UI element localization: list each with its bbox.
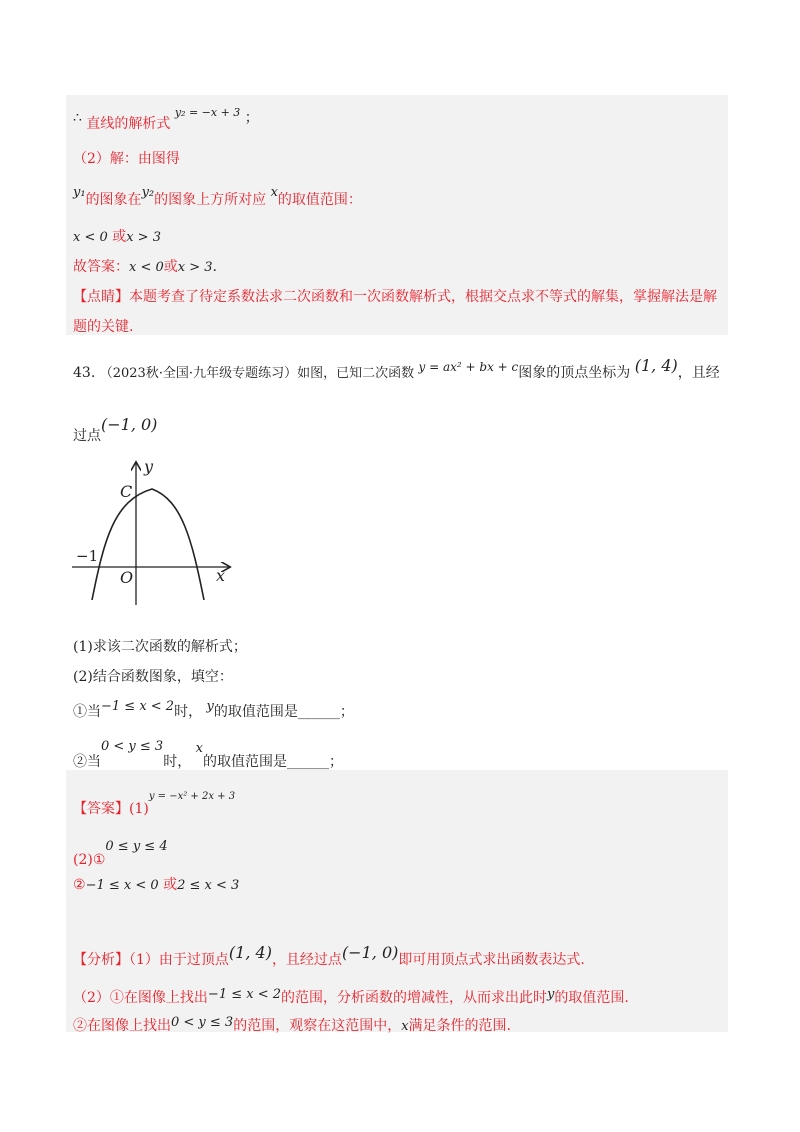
point-coordinates: (−1, 0) [101,415,158,434]
subquestion-1: (1)求该二次函数的解析式； [73,639,247,655]
text-segment: 的范围，观察在这范围中， [233,1018,402,1034]
line-equation-math: y₂ = −x + 3 [174,106,241,119]
text-segment: 时， [163,754,192,770]
origin-label: O [120,568,134,587]
answer-x-range-a: −1 ≤ x < 0 [85,878,159,893]
y2-variable: y₂ [141,185,155,200]
key-point-line1: 【点睛】本题考查了待定系数法求二次函数和一次函数解析式，根据交点求不等式的解集，掌握解法是解 [73,289,717,305]
x-range-result [73,228,161,247]
vertex-coordinates: (1, 4) [634,356,678,375]
analysis-label: 【分析】 [73,952,129,968]
text-segment: 的取值范围是______； [213,704,354,720]
question-text: 图象的顶点坐标为 [518,365,631,381]
question-text: 过点 [73,428,101,444]
y-interval: 0 < y ≤ 3 [171,1015,234,1030]
question-43-stem [73,357,720,383]
text-segment: ，且经过点 [271,952,342,968]
answer-part2b [73,876,239,895]
y-interval: 0 < y ≤ 3 [101,739,164,754]
x-range-a: x < 0 [73,230,108,245]
y-variable: y [547,987,555,1002]
question-text: ，且经 [677,365,720,381]
y-axis-label: y [144,457,154,476]
x-interval: −1 ≤ x < 2 [101,699,175,714]
final-answer-line [73,258,217,277]
answer-part2a [73,838,168,869]
text-segment: 满足条件的范围. [408,1018,511,1034]
point-coordinates: (−1, 0) [341,943,399,962]
question-43-stem-line2 [73,416,157,445]
answer-label: (2)① [73,852,106,868]
line-equation-label: 直线的解析式 [86,116,171,132]
answer-label: 【答案】(1) [73,801,149,817]
text-segment: 即可用顶点式求出函数表达式. [398,952,585,968]
answer-x-range-b: 2 ≤ x < 3 [177,878,240,893]
analysis-part2 [73,986,629,1007]
x-variable: x [195,741,203,756]
period: . [212,259,217,275]
final-answer-label: 故答案： [73,259,129,275]
text-segment: 的取值范围： [277,192,362,208]
or-word: 或 [163,259,178,275]
parabola-curve [92,489,204,600]
neg-one-label: −1 [76,547,99,565]
answer-y-range: 0 ≤ y ≤ 4 [105,839,168,854]
c-point-label: C [120,482,133,501]
x-variable: x [401,1019,409,1034]
part2-solution-heading: （2）解：由图得 [73,151,180,167]
subquestion-2b [73,738,343,771]
text-segment: 的图象上方所对应 [154,192,267,208]
text-segment: （2）①在图像上找出 [73,990,208,1006]
text-segment: ②当 [73,754,101,770]
y1-variable: y₁ [73,185,86,200]
or-word: 或 [112,229,127,245]
subquestion-2a [73,698,354,721]
parabola-graph [64,455,244,615]
x-interval: −1 ≤ x < 2 [207,987,282,1002]
analysis-part3 [73,1014,511,1036]
final-answer-b: x > 3 [177,260,213,275]
text-segment: 的范围，分析函数的增减性，从而求出此时 [281,990,548,1006]
x-axis-label: x [216,566,226,585]
text-segment: 的取值范围. [554,990,629,1006]
quadratic-function: y = ax² + bx + c [418,360,519,374]
or-word: 或 [163,877,178,893]
therefore-symbol: ∴ [73,110,82,126]
x-range-b: x > 3 [126,230,161,245]
subquestion-2: (2)结合函数图象，填空： [73,669,233,685]
text-segment: 时， [174,704,203,720]
semicolon: ； [244,110,259,126]
question-number: 43. [73,365,96,381]
graph-comparison-text [73,184,362,209]
answer-part1 [73,788,235,818]
text-segment: 的取值范围是______； [203,754,343,770]
text-segment: ②在图像上找出 [73,1018,171,1034]
analysis-part1 [73,944,585,969]
text-segment: （1）由于过顶点 [129,952,229,968]
answer-function: y = −x² + 2x + 3 [148,791,236,802]
key-point-line2: 题的关键. [73,319,134,335]
text-segment: ①当 [73,704,101,720]
text-segment: 的图象在 [85,192,142,208]
final-answer-a: x < 0 [129,260,164,275]
line-line-equation [73,104,259,133]
y-variable: y [206,699,214,714]
answer-label: ② [73,877,86,893]
question-source: （2023秋·全国·九年级专题练习）如图，已知二次函数 [99,366,415,381]
x-variable: x [270,185,278,200]
vertex-coordinates: (1, 4) [228,943,272,962]
